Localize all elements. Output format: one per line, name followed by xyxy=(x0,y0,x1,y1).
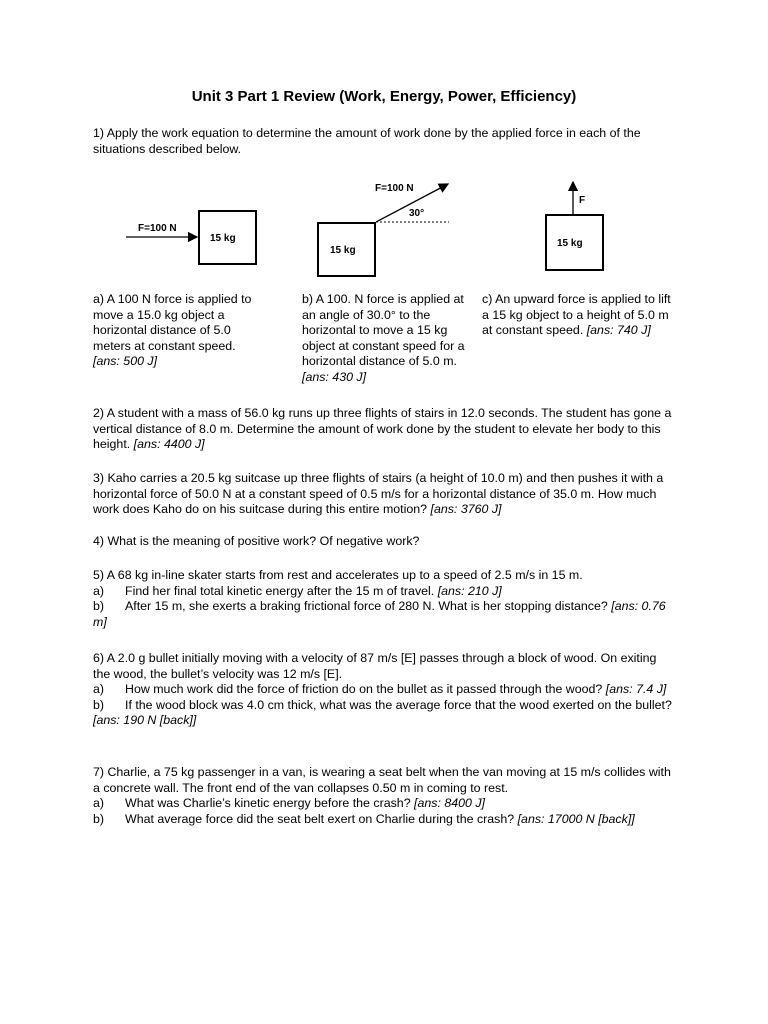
question-5b: b) After 15 m, she exerts a braking frictional force of 280 N. What is her stopping distance? [ans: 0.76 m] xyxy=(93,599,666,629)
question-2: 2) A student with a mass of 56.0 kg runs up three flights of stairs in 12.0 seconds. The student has gone a vertical distance of 8.0 m. Determine the amount of work done by the student to elevate her body to this height. [ans: 4400 J] xyxy=(93,406,672,451)
question-1c: c) An upward force is applied to lift a 15 kg object to a height of 5.0 m at constant speed. [ans: 740 J] xyxy=(482,292,671,337)
answer-2: [ans: 4400 J] xyxy=(133,437,205,451)
question-7a: a) What was Charlie’s kinetic energy before the crash? [ans: 8400 J] xyxy=(93,796,485,810)
question-5: 5) A 68 kg in-line skater starts from rest and accelerates up to a speed of 2.5 m/s in 15 m. a) Find her final total kinetic energy after the 15 m of travel. [ans: 210 J] b) After 15 m, she exerts a braking frictional force of 280 N. What is her stopping distance? [ans: 0.76 m] xyxy=(93,568,673,630)
answer-7b: [ans: 17000 N [back]] xyxy=(517,811,635,826)
answer-1a: [ans: 500 J] xyxy=(93,354,158,368)
diagram-b-mass-label: 15 kg xyxy=(330,245,356,256)
answer-7a: [ans: 8400 J] xyxy=(414,796,485,810)
diagram-c-mass-label: 15 kg xyxy=(557,238,583,249)
question-6a: a) How much work did the force of friction do on the bullet as it passed through the wood? [ans: 7.4 J] xyxy=(93,682,667,696)
answer-5b: [ans: 0.76 m] xyxy=(93,599,666,629)
diagram-b xyxy=(318,183,449,276)
question-6: 6) A 2.0 g bullet initially moving with a velocity of 87 m/s [E] passes through a block of wood. On exiting the wood, the bullet’s velocity was 12 m/s [E]. a) How much work did the force of friction do on the bullet as it passed through the wood? [ans: 7.4 J] b) If the wood block was 4.0 cm thick, what was the average force that the wood exerted on the bullet? [ans: 190 N [back]] xyxy=(93,651,672,727)
question-1a: a) A 100 N force is applied to move a 15.0 kg object a horizontal distance of 5.0 meters at constant speed. [ans: 500 J] xyxy=(93,292,261,370)
answer-6a: [ans: 7.4 J] xyxy=(605,682,667,696)
diagram-c-force-label: F xyxy=(579,195,586,206)
diagram-b-angle-label: 30° xyxy=(409,208,425,219)
question-5a: a) Find her final total kinetic energy after the 15 m of travel. [ans: 210 J] xyxy=(93,583,502,598)
q1-diagrams xyxy=(0,0,768,300)
answer-1c: [ans: 740 J] xyxy=(586,323,651,337)
question-7b: b) What average force did the seat belt exert on Charlie during the crash? [ans: 17000 N [back]] xyxy=(93,811,635,826)
question-6b: b) If the wood block was 4.0 cm thick, what was the average force that the wood exerted on the bullet? [ans: 190 N [back]] xyxy=(93,697,672,727)
diagram-a-mass-label: 15 kg xyxy=(210,233,236,244)
answer-1b: [ans: 430 J] xyxy=(302,369,367,384)
question-1b: b) A 100. N force is applied at an angle of 30.0° to the horizontal to move a 15 kg object at constant speed for a horizontal distance of 5.0 m. [ans: 430 J] xyxy=(302,292,465,384)
answer-5a: [ans: 210 J] xyxy=(437,583,502,598)
answer-6b: [ans: 190 N [back]] xyxy=(93,713,197,727)
diagram-a-force-label: F=100 N xyxy=(138,223,177,234)
page-title: Unit 3 Part 1 Review (Work, Energy, Power, Efficiency) xyxy=(191,88,577,105)
question-1-intro: 1) Apply the work equation to determine the amount of work done by the applied force in each of the situations described below. xyxy=(93,126,641,156)
question-7: 7) Charlie, a 75 kg passenger in a van, is wearing a seat belt when the van moving at 15 m/s collides with a concrete wall. The front end of the van collapses 0.50 m in coming to rest. a) What was Charlie’s kinetic energy before the crash? [ans: 8400 J] b) What average force did the seat belt exert on Charlie during the crash? [ans: 17000 N [back]] xyxy=(93,765,673,827)
diagram-b-force-label: F=100 N xyxy=(375,183,414,194)
answer-3: [ans: 3760 J] xyxy=(430,502,502,516)
diagram-c xyxy=(546,182,603,270)
question-3: 3) Kaho carries a 20.5 kg suitcase up three flights of stairs (a height of 10.0 m) and then pushes it with a horizontal force of 50.0 N at a constant speed of 0.5 m/s for a horizontal distance of 35.0 m. How much work does Kaho do on his suitcase during this entire motion? [ans: 3760 J] xyxy=(93,471,664,516)
diagram-a xyxy=(126,211,256,264)
question-4: 4) What is the meaning of positive work? Of negative work? xyxy=(93,534,420,548)
